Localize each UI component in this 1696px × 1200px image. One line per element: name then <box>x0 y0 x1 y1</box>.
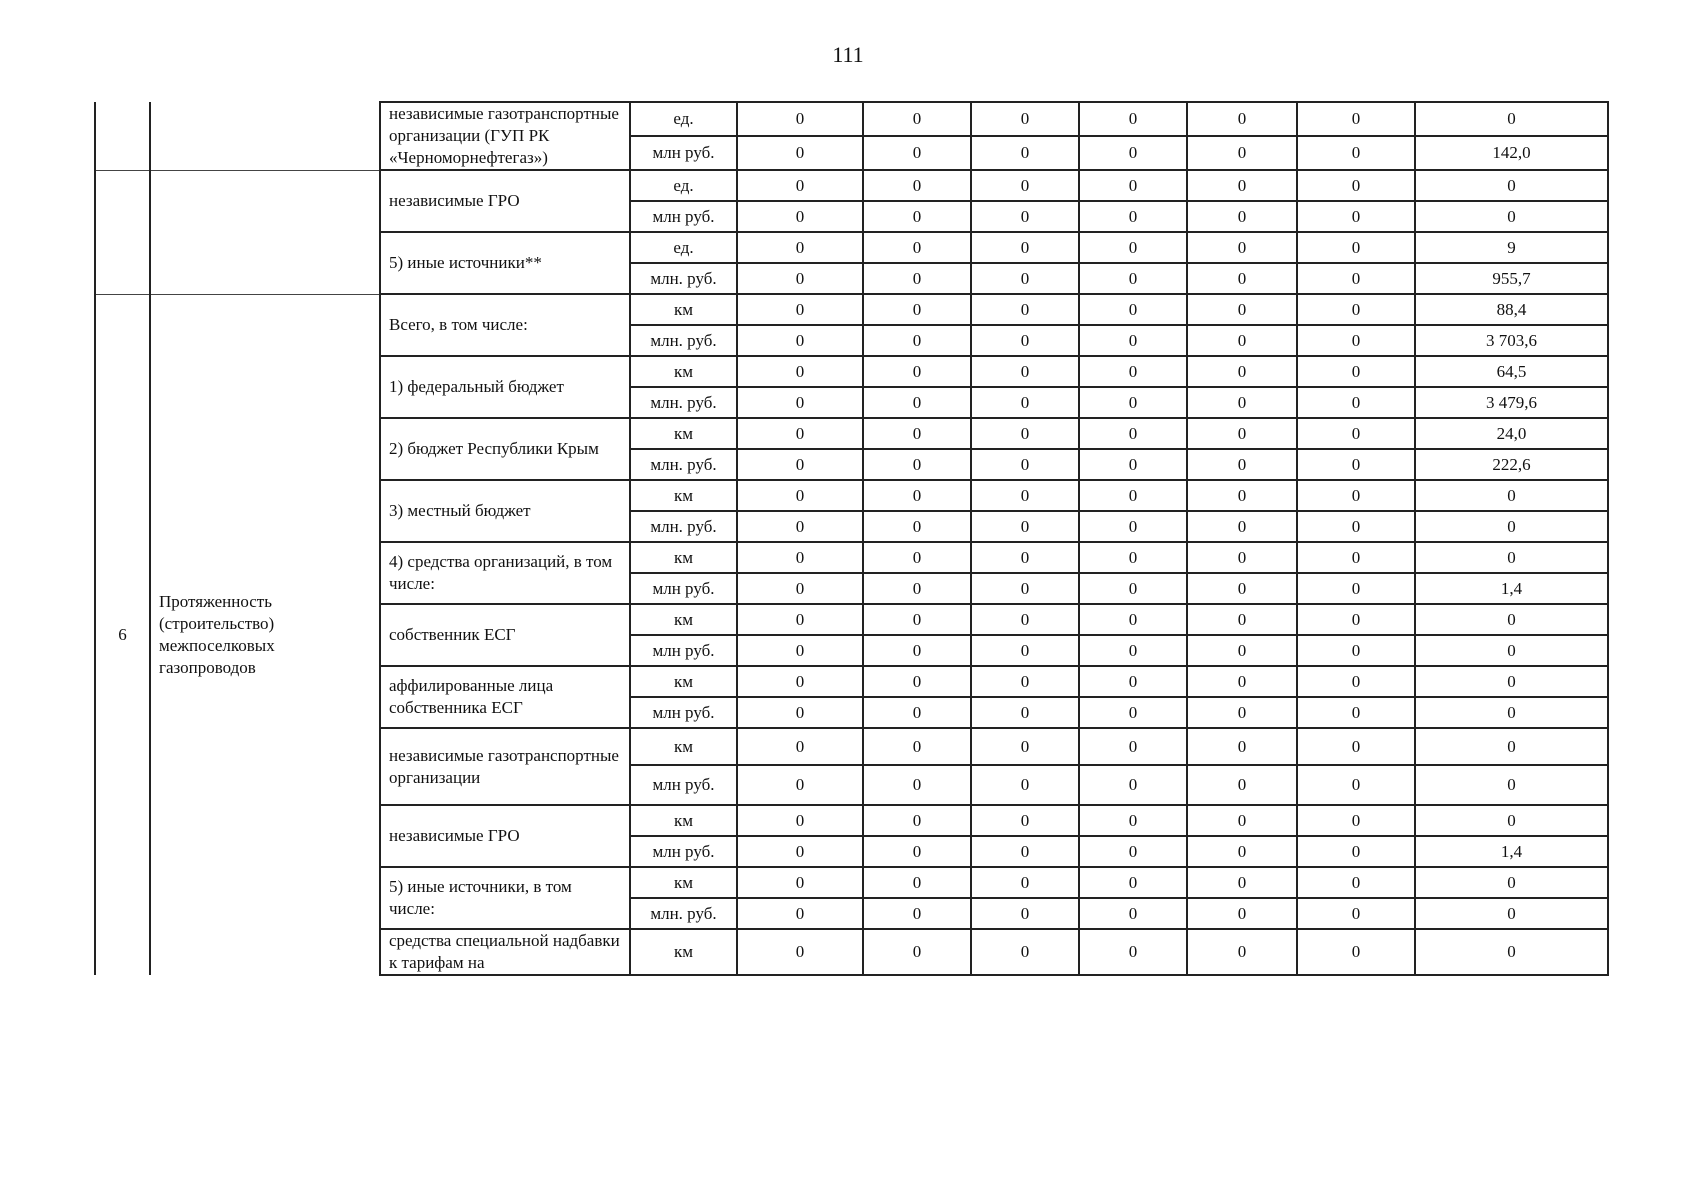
value-cell: 222,6 <box>1415 449 1608 480</box>
value-cell: 0 <box>863 102 971 136</box>
value-cell: 0 <box>737 542 863 573</box>
value-cell: 0 <box>737 604 863 635</box>
value-cell: 0 <box>1079 170 1187 201</box>
value-cell: 142,0 <box>1415 136 1608 170</box>
value-cell: 0 <box>971 666 1079 697</box>
value-cell: 0 <box>863 263 971 294</box>
value-cell: 0 <box>971 356 1079 387</box>
unit-cell: млн руб. <box>630 635 737 666</box>
value-cell: 0 <box>1187 263 1297 294</box>
value-cell: 0 <box>1187 511 1297 542</box>
value-cell: 0 <box>971 263 1079 294</box>
value-cell: 0 <box>737 898 863 929</box>
value-cell: 0 <box>863 697 971 728</box>
value-cell: 0 <box>1297 836 1415 867</box>
unit-cell: км <box>630 542 737 573</box>
value-cell: 0 <box>863 836 971 867</box>
value-cell: 0 <box>1079 898 1187 929</box>
value-cell: 0 <box>863 573 971 604</box>
row-number <box>95 102 150 170</box>
unit-cell: км <box>630 480 737 511</box>
funding-source-label: собственник ЕСГ <box>380 604 630 666</box>
value-cell: 0 <box>1297 201 1415 232</box>
unit-cell: км <box>630 867 737 898</box>
unit-cell: км <box>630 294 737 325</box>
value-cell: 0 <box>1079 387 1187 418</box>
unit-cell: млн руб. <box>630 697 737 728</box>
value-cell: 0 <box>1297 418 1415 449</box>
value-cell: 0 <box>1297 325 1415 356</box>
value-cell: 0 <box>863 387 971 418</box>
value-cell: 0 <box>737 666 863 697</box>
value-cell: 0 <box>1079 929 1187 975</box>
unit-cell: млн. руб. <box>630 387 737 418</box>
table-row <box>95 170 1608 201</box>
value-cell: 0 <box>737 511 863 542</box>
value-cell: 0 <box>971 232 1079 263</box>
value-cell: 0 <box>737 136 863 170</box>
value-cell: 0 <box>737 449 863 480</box>
value-cell: 0 <box>863 765 971 805</box>
value-cell: 0 <box>1079 666 1187 697</box>
value-cell: 1,4 <box>1415 573 1608 604</box>
funding-source-label: 5) иные источники** <box>380 232 630 294</box>
value-cell: 0 <box>737 294 863 325</box>
value-cell: 0 <box>1415 604 1608 635</box>
value-cell: 0 <box>1187 449 1297 480</box>
value-cell: 0 <box>1297 387 1415 418</box>
value-cell: 0 <box>863 898 971 929</box>
unit-cell: млн. руб. <box>630 325 737 356</box>
value-cell: 0 <box>863 170 971 201</box>
value-cell: 0 <box>1415 697 1608 728</box>
value-cell: 0 <box>1079 480 1187 511</box>
value-cell: 0 <box>971 480 1079 511</box>
value-cell: 0 <box>863 666 971 697</box>
value-cell: 0 <box>971 201 1079 232</box>
value-cell: 0 <box>1079 263 1187 294</box>
value-cell: 0 <box>971 449 1079 480</box>
unit-cell: млн. руб. <box>630 449 737 480</box>
value-cell: 0 <box>737 325 863 356</box>
value-cell: 0 <box>1079 765 1187 805</box>
funding-source-label: Всего, в том числе: <box>380 294 630 356</box>
funding-source-label: аффилированные лица собственника ЕСГ <box>380 666 630 728</box>
value-cell: 0 <box>1079 449 1187 480</box>
value-cell: 0 <box>1079 102 1187 136</box>
funding-source-label: 2) бюджет Республики Крым <box>380 418 630 480</box>
value-cell: 0 <box>1187 573 1297 604</box>
value-cell: 0 <box>1415 102 1608 136</box>
value-cell: 0 <box>1297 542 1415 573</box>
value-cell: 0 <box>863 449 971 480</box>
value-cell: 0 <box>1079 697 1187 728</box>
value-cell: 0 <box>1415 805 1608 836</box>
value-cell: 0 <box>971 728 1079 765</box>
value-cell: 0 <box>737 387 863 418</box>
unit-cell: млн. руб. <box>630 511 737 542</box>
value-cell: 0 <box>737 418 863 449</box>
value-cell: 0 <box>863 867 971 898</box>
value-cell: 0 <box>1187 418 1297 449</box>
value-cell: 0 <box>1297 294 1415 325</box>
value-cell: 0 <box>1297 449 1415 480</box>
funding-source-label: 1) федеральный бюджет <box>380 356 630 418</box>
value-cell: 0 <box>1187 232 1297 263</box>
value-cell: 0 <box>1187 805 1297 836</box>
row-number <box>95 170 150 294</box>
value-cell: 0 <box>1187 666 1297 697</box>
funding-source-label: независимые ГРО <box>380 170 630 232</box>
value-cell: 0 <box>737 836 863 867</box>
value-cell: 0 <box>971 294 1079 325</box>
value-cell: 0 <box>1187 604 1297 635</box>
value-cell: 0 <box>863 805 971 836</box>
value-cell: 0 <box>1297 765 1415 805</box>
value-cell: 0 <box>1297 170 1415 201</box>
value-cell: 0 <box>863 542 971 573</box>
unit-cell: км <box>630 929 737 975</box>
value-cell: 88,4 <box>1415 294 1608 325</box>
value-cell: 0 <box>1297 635 1415 666</box>
value-cell: 0 <box>863 294 971 325</box>
value-cell: 0 <box>1187 170 1297 201</box>
value-cell: 0 <box>1187 480 1297 511</box>
value-cell: 0 <box>971 102 1079 136</box>
value-cell: 0 <box>1297 511 1415 542</box>
value-cell: 0 <box>1079 325 1187 356</box>
value-cell: 1,4 <box>1415 836 1608 867</box>
indicator-group-name <box>150 170 380 294</box>
value-cell: 0 <box>737 573 863 604</box>
value-cell: 0 <box>863 232 971 263</box>
row-number: 6 <box>95 294 150 975</box>
table-row <box>95 102 1608 136</box>
value-cell: 0 <box>1297 867 1415 898</box>
value-cell: 0 <box>971 573 1079 604</box>
value-cell: 0 <box>971 325 1079 356</box>
value-cell: 0 <box>1079 573 1187 604</box>
funding-source-label: независимые ГРО <box>380 805 630 867</box>
value-cell: 0 <box>1415 480 1608 511</box>
unit-cell: млн руб. <box>630 765 737 805</box>
indicator-group-name: Протяженность (строительство) межпоселковых газопроводов <box>150 294 380 975</box>
value-cell: 0 <box>1415 898 1608 929</box>
value-cell: 0 <box>737 867 863 898</box>
value-cell: 0 <box>737 697 863 728</box>
value-cell: 0 <box>1415 929 1608 975</box>
value-cell: 0 <box>1079 836 1187 867</box>
unit-cell: млн руб. <box>630 201 737 232</box>
value-cell: 0 <box>1079 294 1187 325</box>
value-cell: 0 <box>737 929 863 975</box>
value-cell: 0 <box>1415 511 1608 542</box>
value-cell: 0 <box>1415 765 1608 805</box>
value-cell: 0 <box>1415 666 1608 697</box>
value-cell: 0 <box>863 728 971 765</box>
value-cell: 0 <box>1415 170 1608 201</box>
value-cell: 0 <box>1187 542 1297 573</box>
value-cell: 0 <box>737 356 863 387</box>
value-cell: 0 <box>737 201 863 232</box>
value-cell: 0 <box>737 480 863 511</box>
funding-source-label: средства специальной надбавки к тарифам на <box>380 929 630 975</box>
unit-cell: млн. руб. <box>630 263 737 294</box>
unit-cell: км <box>630 805 737 836</box>
value-cell: 0 <box>971 418 1079 449</box>
value-cell: 0 <box>1187 325 1297 356</box>
value-cell: 0 <box>1079 604 1187 635</box>
value-cell: 0 <box>1415 867 1608 898</box>
value-cell: 0 <box>1187 356 1297 387</box>
value-cell: 0 <box>1079 356 1187 387</box>
value-cell: 0 <box>737 263 863 294</box>
value-cell: 0 <box>1079 635 1187 666</box>
value-cell: 0 <box>1079 201 1187 232</box>
value-cell: 0 <box>1297 573 1415 604</box>
value-cell: 0 <box>863 325 971 356</box>
value-cell: 0 <box>1297 232 1415 263</box>
value-cell: 0 <box>737 170 863 201</box>
value-cell: 0 <box>1297 263 1415 294</box>
value-cell: 0 <box>1297 480 1415 511</box>
page-number: 111 <box>832 42 864 67</box>
value-cell: 3 703,6 <box>1415 325 1608 356</box>
value-cell: 0 <box>1187 836 1297 867</box>
value-cell: 0 <box>1297 728 1415 765</box>
value-cell: 0 <box>1415 635 1608 666</box>
funding-source-label: 5) иные источники, в том числе: <box>380 867 630 929</box>
unit-cell: км <box>630 728 737 765</box>
value-cell: 955,7 <box>1415 263 1608 294</box>
value-cell: 0 <box>737 805 863 836</box>
value-cell: 0 <box>971 805 1079 836</box>
value-cell: 0 <box>1079 867 1187 898</box>
unit-cell: млн руб. <box>630 836 737 867</box>
value-cell: 0 <box>737 728 863 765</box>
value-cell: 0 <box>737 765 863 805</box>
value-cell: 64,5 <box>1415 356 1608 387</box>
value-cell: 0 <box>863 136 971 170</box>
value-cell: 24,0 <box>1415 418 1608 449</box>
value-cell: 0 <box>737 232 863 263</box>
value-cell: 0 <box>863 418 971 449</box>
value-cell: 0 <box>1187 697 1297 728</box>
value-cell: 0 <box>971 511 1079 542</box>
value-cell: 0 <box>1187 136 1297 170</box>
funding-source-label: независимые газотранспортные организации (ГУП РК «Черноморнефтегаз») <box>380 102 630 170</box>
value-cell: 0 <box>1079 728 1187 765</box>
value-cell: 0 <box>737 102 863 136</box>
unit-cell: км <box>630 356 737 387</box>
value-cell: 0 <box>971 867 1079 898</box>
value-cell: 0 <box>1187 201 1297 232</box>
value-cell: 0 <box>863 511 971 542</box>
value-cell: 0 <box>1187 728 1297 765</box>
table-body <box>95 102 1608 975</box>
value-cell: 0 <box>1187 867 1297 898</box>
value-cell: 0 <box>1079 418 1187 449</box>
value-cell: 0 <box>1079 542 1187 573</box>
data-table <box>94 101 1609 976</box>
value-cell: 0 <box>1187 765 1297 805</box>
value-cell: 0 <box>863 480 971 511</box>
value-cell: 9 <box>1415 232 1608 263</box>
funding-source-label: независимые газотранспортные организации <box>380 728 630 805</box>
value-cell: 0 <box>1297 102 1415 136</box>
value-cell: 0 <box>971 765 1079 805</box>
value-cell: 0 <box>971 635 1079 666</box>
value-cell: 0 <box>1079 136 1187 170</box>
value-cell: 0 <box>971 929 1079 975</box>
unit-cell: млн. руб. <box>630 898 737 929</box>
unit-cell: ед. <box>630 232 737 263</box>
value-cell: 0 <box>1079 805 1187 836</box>
value-cell: 0 <box>1079 232 1187 263</box>
value-cell: 0 <box>1415 728 1608 765</box>
unit-cell: км <box>630 666 737 697</box>
value-cell: 0 <box>971 697 1079 728</box>
value-cell: 0 <box>971 136 1079 170</box>
value-cell: 0 <box>1297 136 1415 170</box>
value-cell: 0 <box>1187 294 1297 325</box>
funding-source-label: 4) средства организаций, в том числе: <box>380 542 630 604</box>
value-cell: 0 <box>971 542 1079 573</box>
value-cell: 0 <box>737 635 863 666</box>
unit-cell: млн руб. <box>630 573 737 604</box>
value-cell: 0 <box>1079 511 1187 542</box>
value-cell: 0 <box>1297 929 1415 975</box>
value-cell: 0 <box>1187 102 1297 136</box>
value-cell: 0 <box>1415 201 1608 232</box>
value-cell: 0 <box>863 635 971 666</box>
value-cell: 0 <box>1187 387 1297 418</box>
value-cell: 0 <box>971 387 1079 418</box>
value-cell: 3 479,6 <box>1415 387 1608 418</box>
value-cell: 0 <box>1415 542 1608 573</box>
value-cell: 0 <box>1187 635 1297 666</box>
value-cell: 0 <box>863 356 971 387</box>
value-cell: 0 <box>1297 898 1415 929</box>
value-cell: 0 <box>863 201 971 232</box>
value-cell: 0 <box>1187 929 1297 975</box>
unit-cell: км <box>630 418 737 449</box>
value-cell: 0 <box>1297 666 1415 697</box>
value-cell: 0 <box>971 898 1079 929</box>
table-row <box>95 294 1608 325</box>
value-cell: 0 <box>863 929 971 975</box>
value-cell: 0 <box>971 604 1079 635</box>
unit-cell: км <box>630 604 737 635</box>
value-cell: 0 <box>971 836 1079 867</box>
value-cell: 0 <box>1297 604 1415 635</box>
value-cell: 0 <box>863 604 971 635</box>
value-cell: 0 <box>971 170 1079 201</box>
value-cell: 0 <box>1187 898 1297 929</box>
unit-cell: ед. <box>630 170 737 201</box>
value-cell: 0 <box>1297 697 1415 728</box>
unit-cell: ед. <box>630 102 737 136</box>
funding-source-label: 3) местный бюджет <box>380 480 630 542</box>
value-cell: 0 <box>1297 356 1415 387</box>
unit-cell: млн руб. <box>630 136 737 170</box>
value-cell: 0 <box>1297 805 1415 836</box>
indicator-group-name <box>150 102 380 170</box>
